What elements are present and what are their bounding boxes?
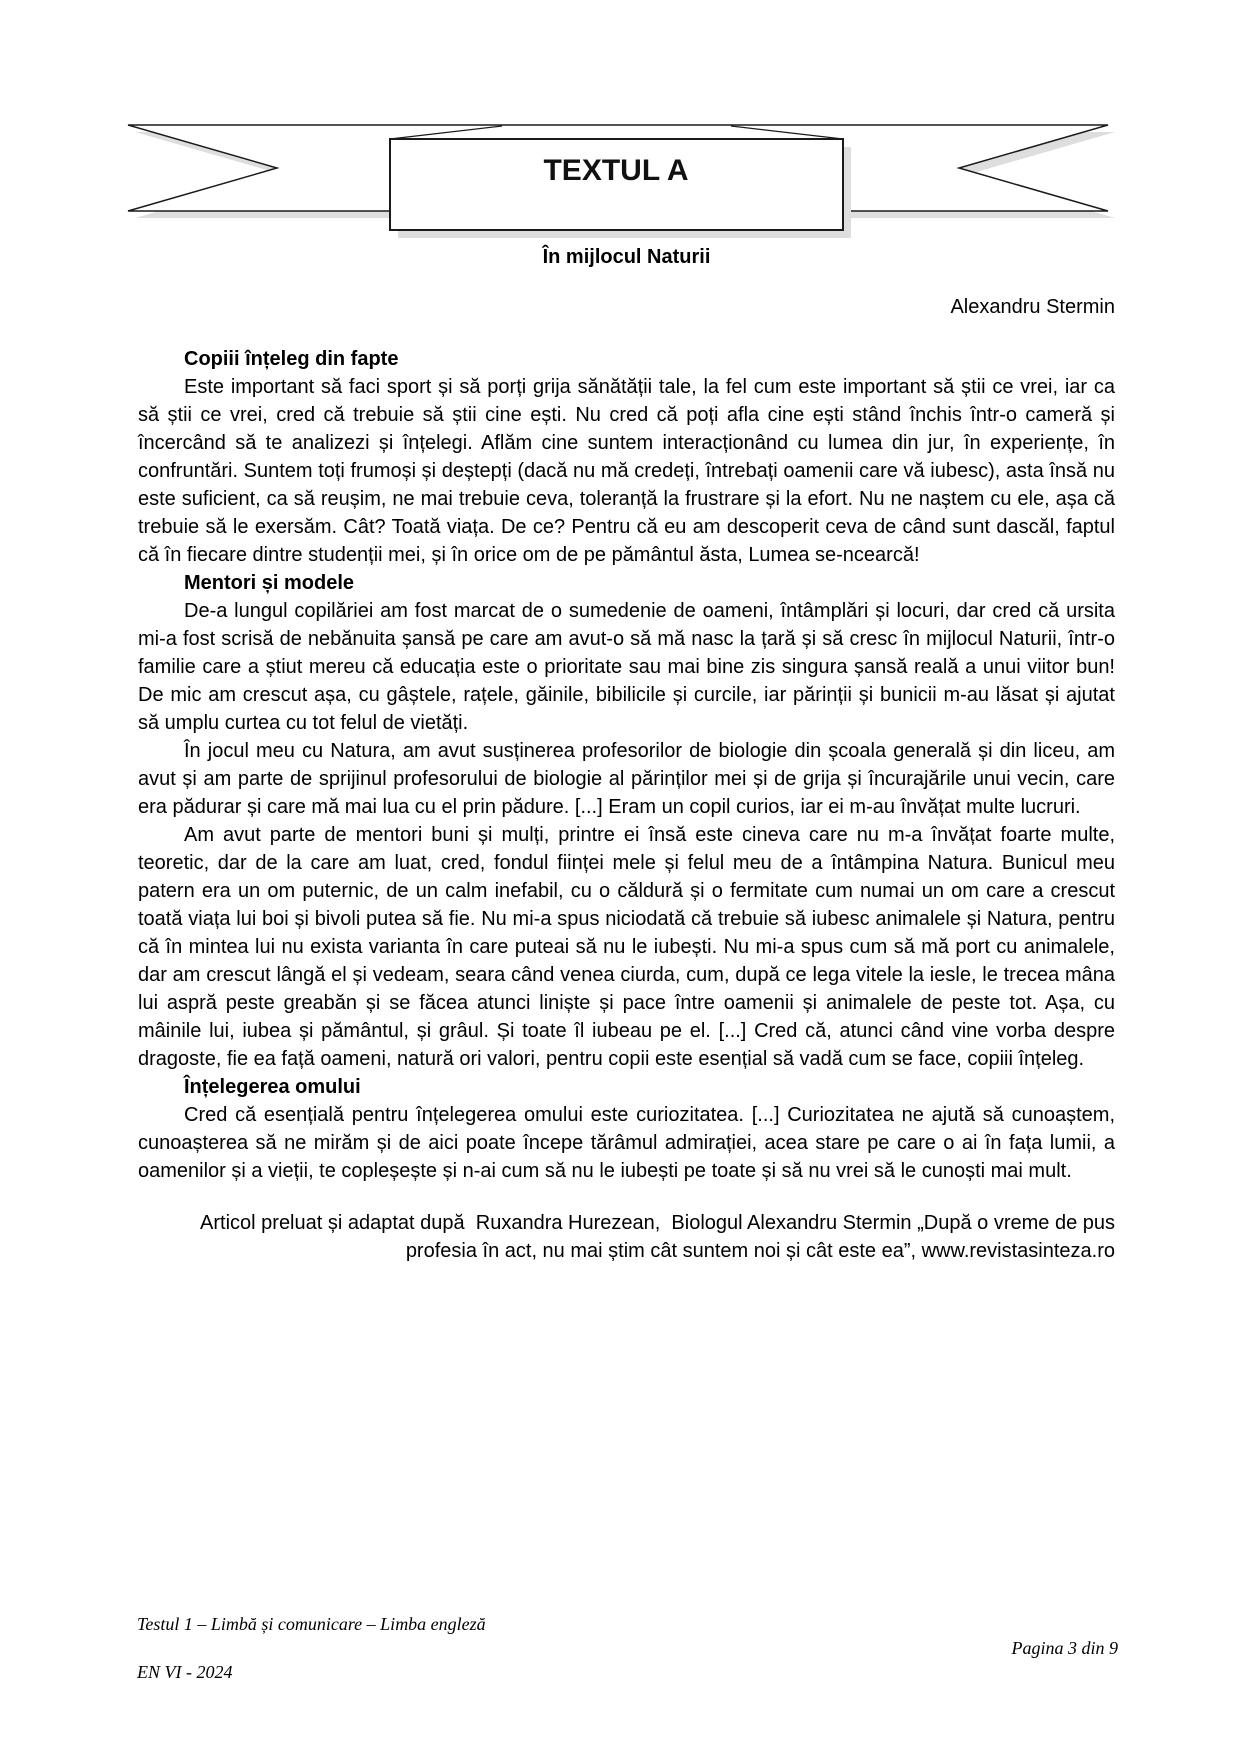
page-footer bbox=[137, 1612, 1118, 1684]
source-attribution bbox=[138, 1209, 1115, 1265]
paragraph: Am avut parte de mentori buni și mulți, printre ei însă este cineva care nu m-a învățat foarte multe, teoretic, dar de la care am luat, cred, fondul ființei mele și felul meu de a întâmpina Natura. Bunicul meu patern era un om puternic, de un calm inefabil, cu o căldură și o fermitate cum numai un om care a crescut toată viața lui boi și bivoli putea să fie. Nu mi-a spus niciodată că trebuie să iubesc animalele și Natura, pentru că în mintea lui nu exista varianta în care puteai să nu le iubești. Nu mi-a spus cum să mă port cu animalele, dar am crescut lângă el și vedeam, seara când venea ciurda, cum, după ce lega vitele la iesle, le trecea mâna lui aspră peste greabăn și se făcea atunci liniște și pace între oamenii și animalele de peste tot. Așa, cu mâinile lui, iubea și pământul, și grâul. Și toate îl iubeau pe el. [...] Cred că, atunci când vine vorba despre dragoste, fie ea față oameni, natură ori valori, pentru copii este esențial să vadă cum se face, copiii înțeleg. bbox=[138, 824, 1115, 1070]
footer-test-label: Testul 1 – Limbă și comunicare – Limba engleză bbox=[137, 1614, 486, 1634]
banner-label: TEXTUL A bbox=[543, 154, 689, 187]
paragraph: Este important să faci sport și să porți grija sănătății tale, la fel cum este important să știi ce vrei, iar ca să știi ce vrei, cred că trebuie să știi cine ești. Nu cred că poți afla cine ești stând închis într-o cameră și încercând să te analizezi și înțelegi. Aflăm cine suntem interacționând cu lumea din jur, în experiențe, în confruntări. Suntem toți frumoși și deștepți (dacă nu mă credeți, întrebați oamenii care vă iubesc), asta însă nu este suficient, ca să reușim, ne mai trebuie ceva, toleranță la frustrare și la efort. Nu ne naștem cu ele, așa că trebuie să le exersăm. Cât? Toată viața. De ce? Pentru că eu am descoperit ceva de când sunt dascăl, faptul că în fiecare dintre studenții mei, și în orice om de pe pământul ăsta, Lumea se-ncearcă! bbox=[138, 376, 1115, 566]
paragraph: Cred că esențială pentru înțelegerea omului este curiozitatea. [...] Curiozitatea ne ajută să cunoaștem, cunoașterea să ne mirăm și de aici poate începe tărâmul admirației, acea stare pe care o ai în fața lumii, a oamenilor și a vieții, te copleșește și n-ai cum să nu le iubești pe toate și să nu vrei să le cunoști mai mult. bbox=[138, 1104, 1115, 1182]
paragraph: În jocul meu cu Natura, am avut susținerea profesorilor de biologie din școala generală și din liceu, am avut și am parte de sprijinul profesorului de biologie al părinților mei și de grija și încurajările unui vecin, care era pădurar și care mă mai lua cu el prin pădure. [...] Eram un copil curios, iar ei m-au învățat multe lucruri. bbox=[138, 740, 1115, 818]
section-heading: Copiii înțeleg din fapte bbox=[184, 348, 399, 370]
footer-page-number: Pagina 3 din 9 bbox=[1011, 1638, 1118, 1658]
article-author: Alexandru Stermin bbox=[950, 296, 1115, 318]
section-heading: Înțelegerea omului bbox=[184, 1076, 361, 1098]
attribution-line: Articol preluat și adaptat după Ruxandra Hurezean, Biologul Alexandru Stermin „După o vreme de pus bbox=[200, 1212, 1115, 1234]
article-body bbox=[138, 345, 1115, 1185]
paragraph: De-a lungul copilăriei am fost marcat de o sumedenie de oameni, întâmplări și locuri, dar cred că ursita mi-a fost scrisă de nebănuita șansă pe care am avut-o să mă nasc la țară și să cresc în mijlocul Naturii, într-o familie care a știut mereu că educația este o prioritate sau mai bine zis singura șansă reală a unui viitor bun! De mic am crescut așa, cu gâștele, rațele, găinile, bibilicile și curcile, iar părinții și bunicii m-au lăsat și ajutat să umplu curtea cu tot felul de vietăți. bbox=[138, 600, 1115, 734]
ribbon-graphic bbox=[125, 110, 1115, 242]
article bbox=[138, 243, 1115, 1265]
attribution-line: profesia în act, nu mai știm cât suntem noi și cât este ea”, www.revistasinteza.ro bbox=[405, 1240, 1115, 1262]
textul-a-ribbon bbox=[125, 110, 1115, 242]
footer-exam-code: EN VI - 2024 bbox=[137, 1662, 233, 1682]
section-heading: Mentori și modele bbox=[184, 572, 355, 594]
article-title: În mijlocul Naturii bbox=[542, 246, 711, 268]
